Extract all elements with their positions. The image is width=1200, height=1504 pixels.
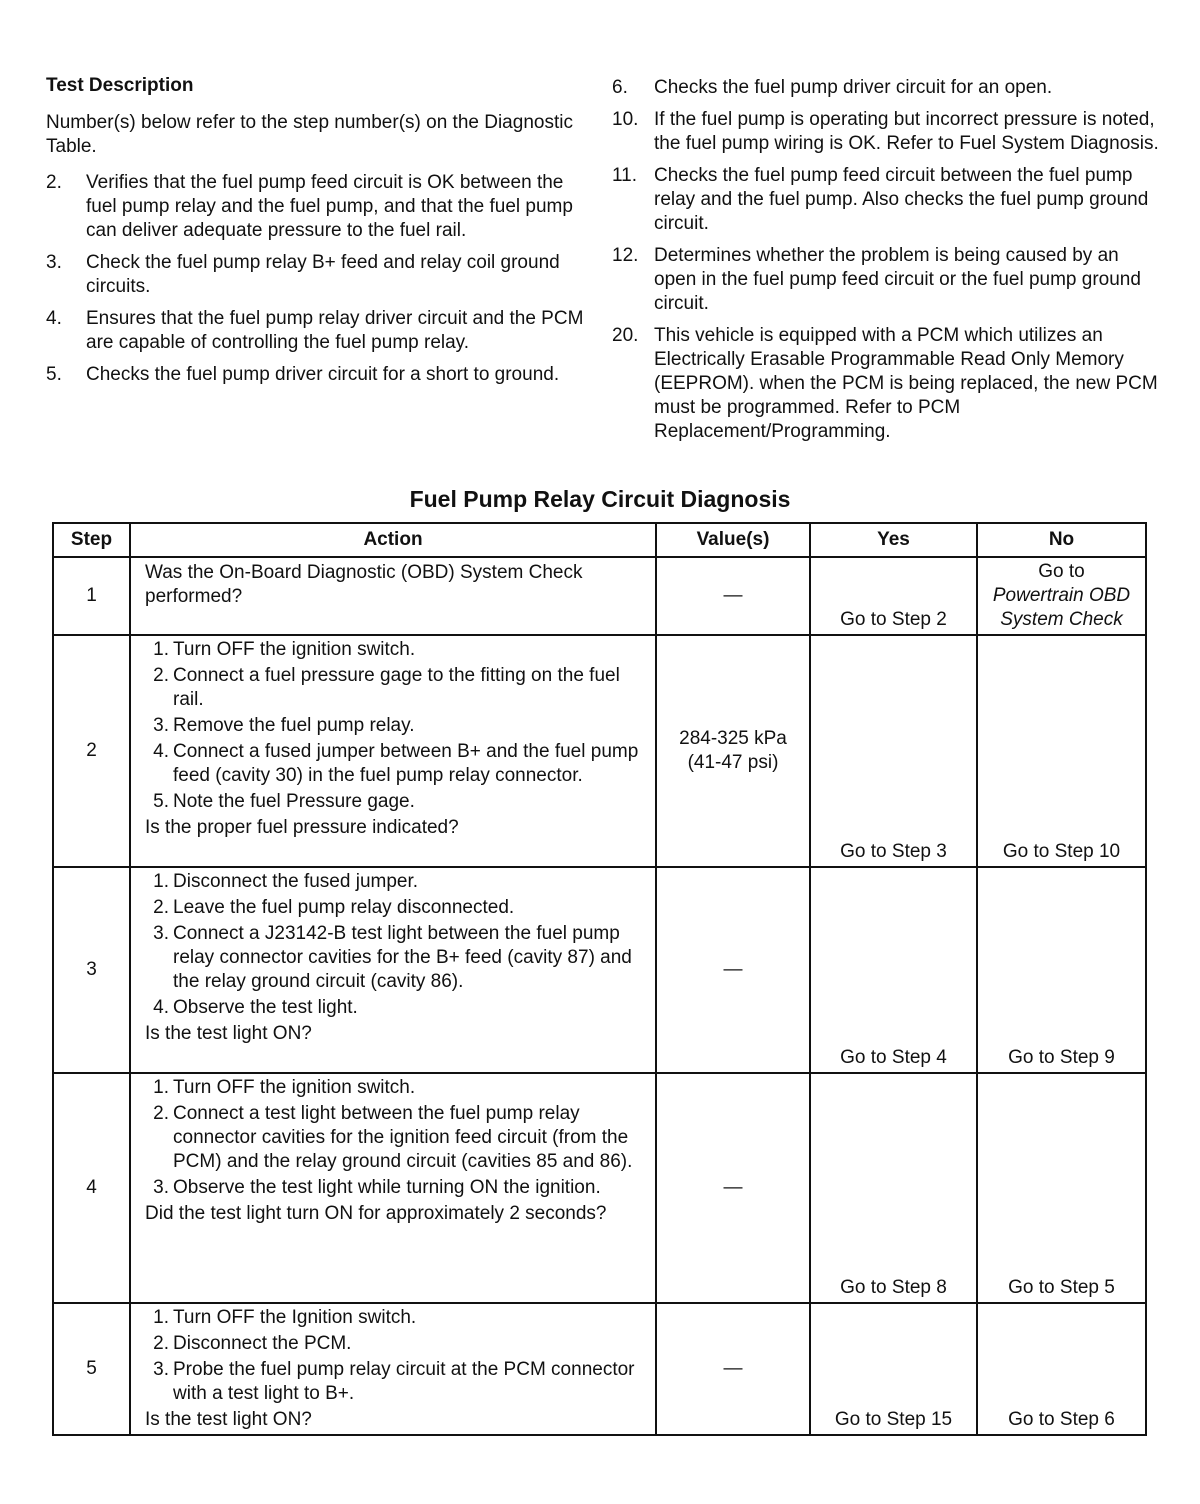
note-item (46, 171, 586, 243)
test-description-left (46, 74, 586, 395)
action-step: 4. Connect a fused jumper between B+ and the fuel pump feed (cavity 30) in the fuel pump relay connector. (153, 741, 639, 786)
note-text: Determines whether the problem is being caused by an open in the fuel pump feed circuit or the fuel pump ground circuit. (654, 245, 1141, 314)
note-item (46, 307, 586, 355)
action-step: 3. Remove the fuel pump relay. (153, 715, 415, 736)
action-step: 1. Turn OFF the Ignition switch. (153, 1307, 417, 1328)
note-text: Checks the fuel pump feed circuit between the fuel pump relay and the fuel pump. Also checks the fuel pump ground circuit. (654, 165, 1149, 234)
action-step: 2. Connect a test light between the fuel pump relay connector cavities for the ignition feed circuit (from the PCM) and the relay ground circuit (cavities 85 and 86). (153, 1103, 633, 1172)
note-number: 5. (46, 364, 62, 385)
note-number: 6. (612, 77, 628, 98)
table-row (53, 635, 1146, 867)
note-item (46, 251, 586, 299)
header-action: Action (130, 523, 656, 557)
value-cell (656, 635, 810, 867)
action-question: Is the test light ON? (145, 1023, 312, 1044)
action-steps (145, 1306, 647, 1406)
table-title: Fuel Pump Relay Circuit Diagnosis (409, 486, 791, 512)
note-text: This vehicle is equipped with a PCM which utilizes an Electrically Erasable Programmable Read Only Memory (EEPROM). when the PCM is being replaced, the new PCM must be programmed. Refer to PCM Replacement/Programming. (654, 325, 1158, 442)
table-row (53, 557, 1146, 635)
table-header-row (53, 523, 1146, 557)
yes-cell: Go to Step 4 (810, 867, 977, 1073)
yes-cell: Go to Step 2 (810, 557, 977, 635)
no-cell: Go to Step 10 (977, 635, 1146, 867)
no-cell: Go to Step 5 (977, 1073, 1146, 1303)
note-number: 4. (46, 308, 62, 329)
test-description-right (612, 76, 1162, 452)
value-psi: (41-47 psi) (687, 752, 779, 773)
step-number: 2 (53, 635, 130, 867)
table-row (53, 867, 1146, 1073)
header-values: Value(s) (656, 523, 810, 557)
test-description-title: Test Description (46, 75, 194, 96)
no-cell (977, 557, 1146, 635)
step-number: 3 (53, 867, 130, 1073)
value-kpa: 284-325 kPa (679, 728, 787, 749)
note-text: Checks the fuel pump driver circuit for an open. (654, 77, 1053, 98)
action-cell (130, 867, 656, 1073)
action-step: 4. Observe the test light. (153, 997, 358, 1018)
yes-cell: Go to Step 3 (810, 635, 977, 867)
step-number: 1 (53, 557, 130, 635)
note-text: Checks the fuel pump driver circuit for a short to ground. (86, 364, 560, 385)
note-text: Verifies that the fuel pump feed circuit is OK between the fuel pump relay and the fuel pump, and that the fuel pump can deliver adequate pressure to the fuel rail. (86, 172, 573, 241)
note-item (612, 76, 1162, 100)
action-question: Did the test light turn ON for approximately 2 seconds? (145, 1203, 607, 1224)
action-steps (145, 638, 647, 814)
note-item (46, 363, 586, 387)
action-step: 3. Connect a J23142-B test light between the fuel pump relay connector cavities for the B+ feed (cavity 87) and the relay ground circuit (cavity 86). (153, 923, 632, 992)
action-cell (130, 1303, 656, 1435)
action-cell (130, 557, 656, 635)
action-question: Is the proper fuel pressure indicated? (145, 817, 459, 838)
action-step: 1. Disconnect the fused jumper. (153, 871, 419, 892)
header-yes: Yes (810, 523, 977, 557)
action-step: 3. Probe the fuel pump relay circuit at the PCM connector with a test light to B+. (153, 1359, 635, 1404)
yes-cell: Go to Step 8 (810, 1073, 977, 1303)
action-step: 5. Note the fuel Pressure gage. (153, 791, 415, 812)
test-description-intro: Number(s) below refer to the step number(s) on the Diagnostic Table. (46, 112, 573, 157)
no-reference: Powertrain OBD System Check (992, 585, 1131, 630)
note-text: If the fuel pump is operating but incorrect pressure is noted, the fuel pump wiring is OK. Refer to Fuel System Diagnosis. (654, 109, 1159, 154)
value-cell: — (656, 1073, 810, 1303)
action-step: 1. Turn OFF the ignition switch. (153, 639, 416, 660)
header-step: Step (53, 523, 130, 557)
note-text: Ensures that the fuel pump relay driver circuit and the PCM are capable of controlling the fuel pump relay. (86, 308, 584, 353)
action-step: 2. Connect a fuel pressure gage to the fitting on the fuel rail. (153, 665, 620, 710)
no-prefix: Go to (1038, 561, 1085, 582)
note-number: 11. (612, 165, 638, 186)
action-steps (145, 1076, 647, 1200)
action-step: 1. Turn OFF the ignition switch. (153, 1077, 416, 1098)
value-cell: — (656, 557, 810, 635)
value-cell: — (656, 1303, 810, 1435)
note-item (612, 244, 1162, 316)
table-row (53, 1073, 1146, 1303)
action-cell (130, 1073, 656, 1303)
note-number: 20. (612, 325, 639, 346)
step-number: 4 (53, 1073, 130, 1303)
note-text: Check the fuel pump relay B+ feed and relay coil ground circuits. (86, 252, 560, 297)
action-cell (130, 635, 656, 867)
header-no: No (977, 523, 1146, 557)
diagnosis-table (52, 522, 1147, 1436)
action-step: 2. Leave the fuel pump relay disconnected. (153, 897, 515, 918)
note-number: 12. (612, 245, 639, 266)
note-item (612, 324, 1162, 444)
yes-cell: Go to Step 15 (810, 1303, 977, 1435)
step-number: 5 (53, 1303, 130, 1435)
action-step: 3. Observe the test light while turning ON the ignition. (153, 1177, 601, 1198)
no-cell: Go to Step 9 (977, 867, 1146, 1073)
note-number: 2. (46, 172, 62, 193)
action-question: Is the test light ON? (145, 1409, 312, 1430)
action-step: 2. Disconnect the PCM. (153, 1333, 352, 1354)
action-question: Was the On-Board Diagnostic (OBD) System Check performed? (145, 562, 583, 607)
no-cell: Go to Step 6 (977, 1303, 1146, 1435)
note-number: 3. (46, 252, 62, 273)
note-item (612, 108, 1162, 156)
note-item (612, 164, 1162, 236)
action-steps (145, 870, 647, 1020)
value-cell: — (656, 867, 810, 1073)
table-row (53, 1303, 1146, 1435)
note-number: 10. (612, 109, 639, 130)
